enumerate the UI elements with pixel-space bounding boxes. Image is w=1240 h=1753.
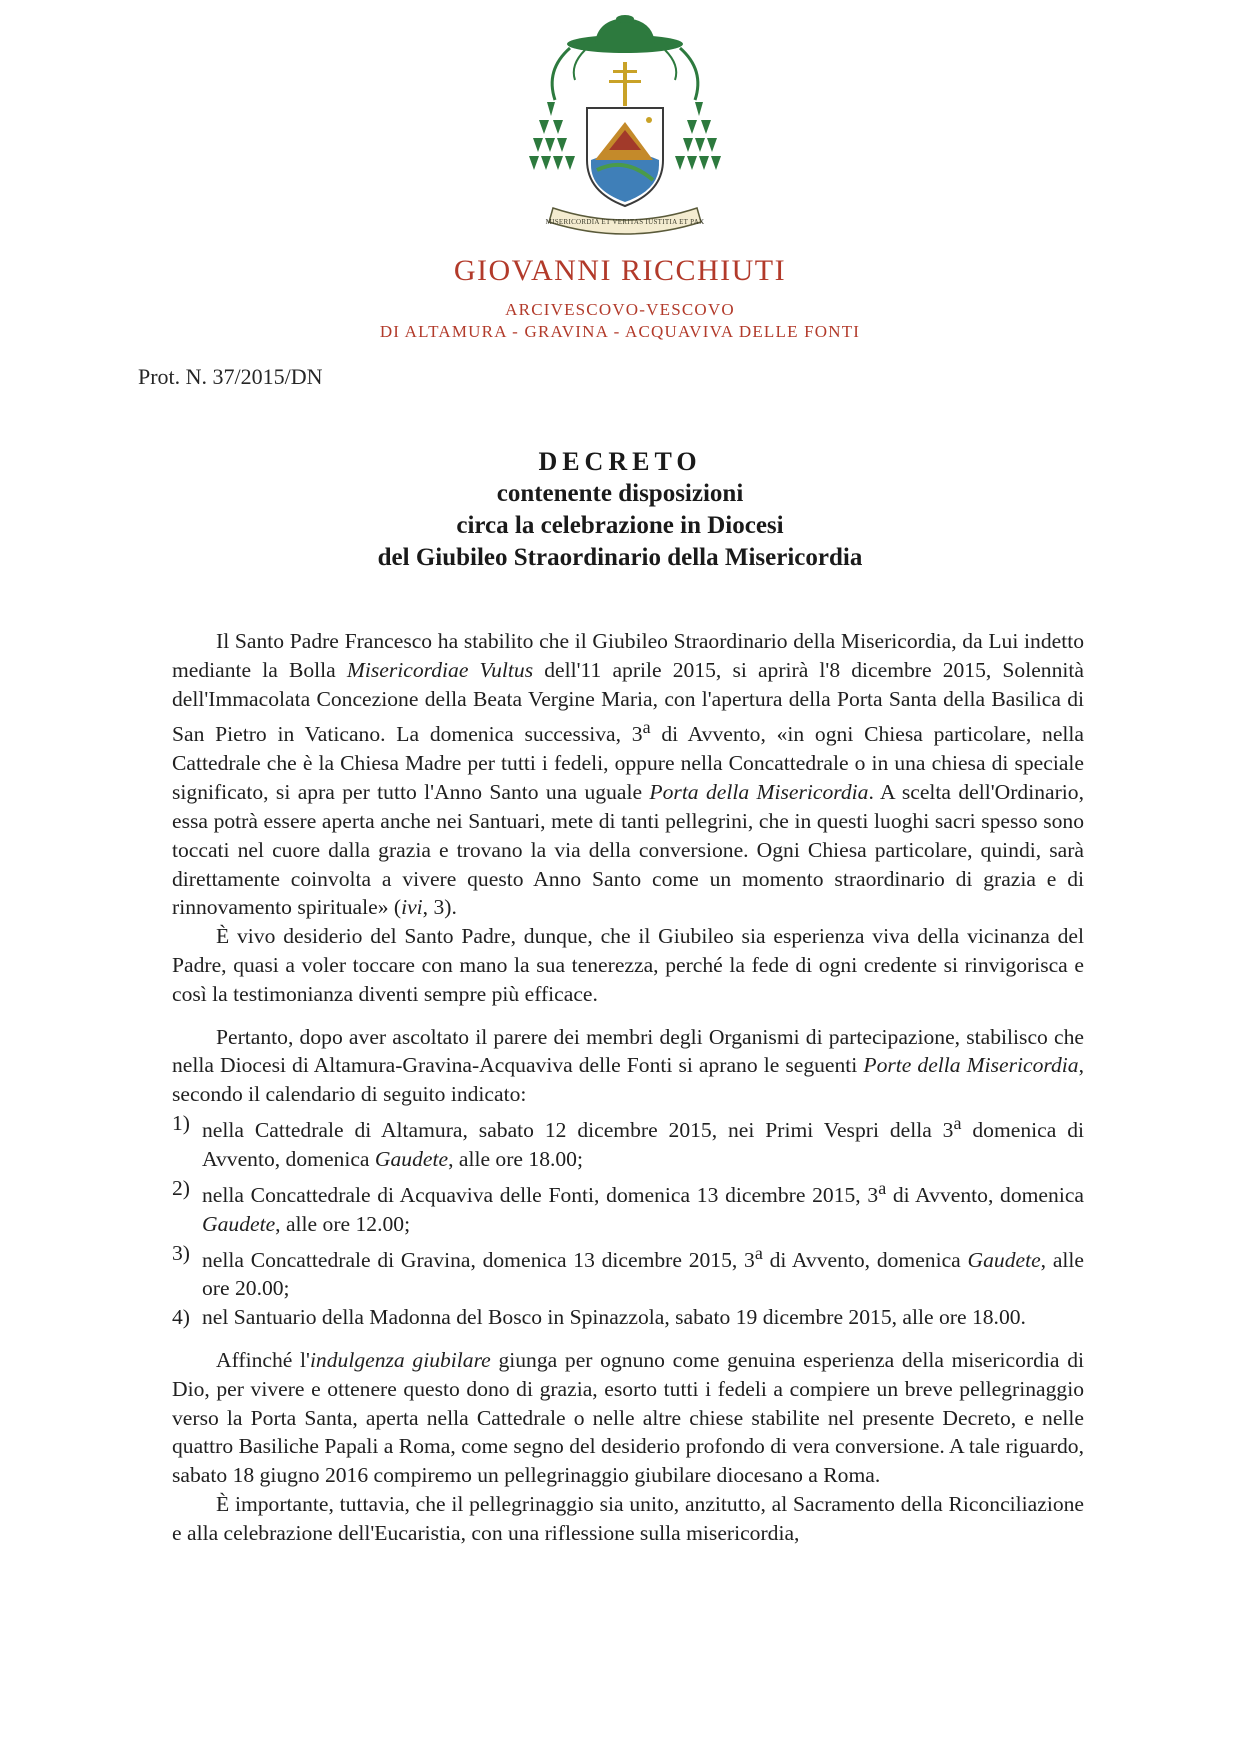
list-item: 2) nella Concattedrale di Acquaviva delle Fonti, domenica 13 dicembre 2015, 3$^a$ di Avvento, domenica Gaudete, alle ore 12.00; <box>172 1175 1084 1236</box>
decree-body <box>172 627 1084 1548</box>
paragraph-4: Affinché l'indulgenza giubilare giunga per ognuno come genuina esperienza della misericordia di Dio, per vivere e ottenere questo dono di grazia, esorto tutti i fedeli a compiere un breve pellegrinaggio verso la Porta Santa, aperta nella Cattedrale o nelle altre chiese stabilite nel presente Decreto, e nelle quattro Basiliche Papali a Roma, come segno del desiderio profondo di vera conversione. A tale riguardo, sabato 18 giugno 2016 compiremo un pellegrinaggio giubilare diocesano a Roma. <box>172 1348 1084 1488</box>
paragraph-1: Il Santo Padre Francesco ha stabilito che il Giubileo Straordinario della Misericordia, da Lui indetto mediante la Bolla Misericordiae Vultus dell'11 aprile 2015, si aprirà l'8 dicembre 2015, Solennità dell'Immacolata Concezione della Beata Vergine Maria, con l'apertura della Porta Santa della Basilica di San Pietro in Vaticano. La domenica successiva, 3$^a$ di Avvento, «in ogni Chiesa particolare, nella Cattedrale che è la Chiesa Madre per tutti i fedeli, oppure nella Concattedrale o in una chiesa di speciale significato, si apra per tutto l'Anno Santo una uguale Porta della Misericordia. A scelta dell'Ordinario, essa potrà essere aperta anche nei Santuari, mete di tanti pellegrini, che in questi luoghi sacri spesso sono toccati nel cuore dalla grazia e trovano la via della conversione. Ogni Chiesa particolare, quindi, sarà direttamente coinvolta a vivere questo Anno Santo come un momento straordinario di grazia e di rinnovamento spirituale» (ivi, 3). <box>172 629 1084 920</box>
letterhead-diocese: DI ALTAMURA - GRAVINA - ACQUAVIVA DELLE FONTI <box>379 322 861 341</box>
decree-title: DECRETO <box>538 447 702 476</box>
decree-subtitle-2: circa la celebrazione in Diocesi <box>456 512 784 539</box>
decree-subtitle-3: del Giubileo Straordinario della Misericordia <box>377 544 863 571</box>
decree-subtitle-1: contenente disposizioni <box>496 480 744 507</box>
paragraph-2: È vivo desiderio del Santo Padre, dunque, che il Giubileo sia esperienza viva della vicinanza del Padre, quasi a voler toccare con mano la sua tenerezza, perché la fede di ogni credente si rinvigorisca e così la testimonianza diventi sempre più efficace. <box>172 924 1084 1006</box>
decree-title-block <box>0 446 1240 574</box>
protocol-number: Prot. N. 37/2015/DN <box>138 364 323 389</box>
paragraph-3: Pertanto, dopo aver ascoltato il parere dei membri degli Organismi di partecipazione, stabilisco che nella Diocesi di Altamura-Gravina-Acquaviva delle Fonti si aprano le seguenti Porte della Misericordia, secondo il calendario di seguito indicato: <box>172 1024 1084 1107</box>
list-item: 3) nella Concattedrale di Gravina, domenica 13 dicembre 2015, 3$^a$ di Avvento, domenica Gaudete, alle ore 20.00; <box>172 1240 1084 1301</box>
door-calendar-list <box>172 1109 1084 1332</box>
letterhead-title: ARCIVESCOVO-VESCOVO <box>505 300 735 319</box>
list-item: 1) nella Cattedrale di Altamura, sabato 12 dicembre 2015, nei Primi Vespri della 3$^a$ domenica di Avvento, domenica Gaudete, alle ore 18.00; <box>172 1110 1084 1171</box>
paragraph-5: È importante, tuttavia, che il pellegrinaggio sia unito, anzitutto, al Sacramento della Riconciliazione e alla celebrazione dell'Eucaristia, con una riflessione sulla misericordia, <box>172 1492 1084 1545</box>
list-item: 4) nel Santuario della Madonna del Bosco in Spinazzola, sabato 19 dicembre 2015, alle ore 18.00. <box>172 1305 1026 1330</box>
letterhead-name: GIOVANNI RICCHIUTI <box>453 254 787 287</box>
coat-of-arms-icon <box>525 10 725 250</box>
crest-motto: MISERICORDIA ET VERITAS IUSTITIA ET PAX <box>545 218 705 226</box>
